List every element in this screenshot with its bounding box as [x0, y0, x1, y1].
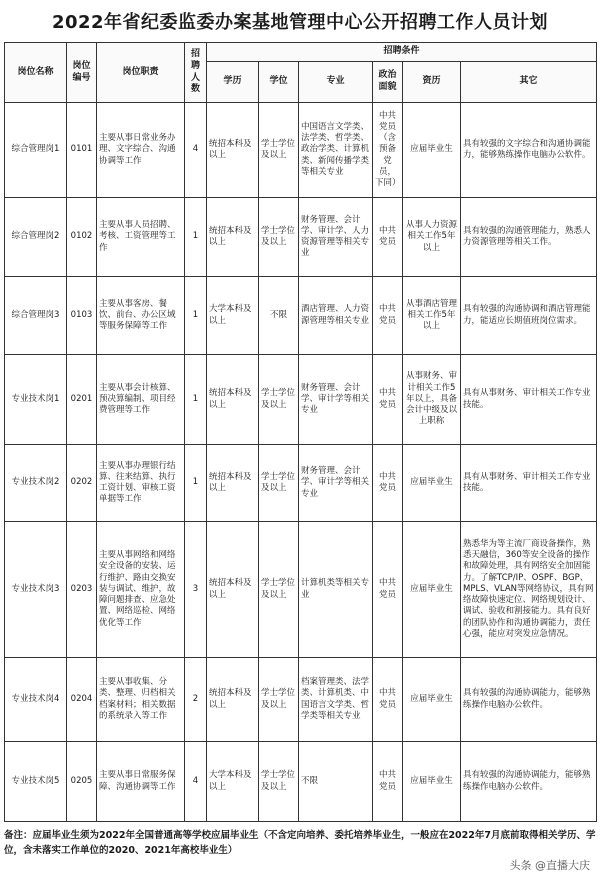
cell-qualification: 应届毕业生 — [403, 103, 461, 198]
cell-political: 中共党员 — [373, 445, 403, 522]
cell-degree: 学士学位及以上 — [259, 445, 299, 522]
cell-count: 1 — [185, 198, 207, 277]
table-row — [5, 445, 597, 522]
cell-name: 综合管理岗2 — [5, 198, 67, 277]
cell-political: 中共党员 — [373, 198, 403, 277]
header-political: 政治面貌 — [373, 62, 403, 103]
header-position-code: 岗位编号 — [67, 43, 97, 103]
cell-count: 1 — [185, 355, 207, 445]
header-major: 专业 — [299, 62, 373, 103]
cell-other: 具有从事财务、审计相关工作专业技能。 — [461, 445, 597, 522]
cell-qualification: 从事酒店管理相关工作5年以上 — [403, 277, 461, 355]
page-title: 2022年省纪委监委办案基地管理中心公开招聘工作人员计划 — [51, 12, 549, 33]
table-row — [5, 198, 597, 277]
table-row — [5, 355, 597, 445]
cell-code: 0103 — [67, 277, 97, 355]
cell-degree: 学士学位及以上 — [259, 522, 299, 658]
cell-education: 大学本科及以上 — [207, 277, 259, 355]
watermark: 头条 @直播大庆 — [509, 859, 590, 872]
header-position-name: 岗位名称 — [5, 43, 67, 103]
cell-political: 中共党员 — [373, 277, 403, 355]
cell-code: 0101 — [67, 103, 97, 198]
cell-qualification: 应届毕业生 — [403, 445, 461, 522]
cell-code: 0102 — [67, 198, 97, 277]
table-row — [5, 277, 597, 355]
table-row — [5, 522, 597, 658]
cell-degree: 学士学位及以上 — [259, 198, 299, 277]
cell-qualification: 应届毕业生 — [403, 658, 461, 742]
cell-count: 2 — [185, 658, 207, 742]
cell-name: 专业技术岗4 — [5, 658, 67, 742]
cell-name: 综合管理岗3 — [5, 277, 67, 355]
cell-qualification: 从事人力资源相关工作5年以上 — [403, 198, 461, 277]
cell-duties: 主要从事收集、分类、整理、归档相关档案材料；相关数据的系统录入等工作 — [97, 658, 185, 742]
cell-education: 大学本科及以上 — [207, 742, 259, 822]
cell-other: 熟悉华为等主流厂商设备操作，熟悉天融信，360等安全设备的操作和故障处理，具有网络安全加固能力。了解TCP/IP、OSPF、BGP、MPLS、VLAN等网络协议，具有网络故障快速定位、网络规划设计、调试、验收和割接能力。具有良好的团队协作和沟通协调能力，责任心强，能应对突发应急情况。 — [461, 522, 597, 658]
cell-duties: 主要从事日常服务保障、沟通协调等工作 — [97, 742, 185, 822]
cell-major: 档案管理类、法学类、计算机类、中国语言文学类、哲学类等相关专业 — [299, 658, 373, 742]
cell-political: 中共党员 — [373, 742, 403, 822]
cell-code: 0202 — [67, 445, 97, 522]
cell-name: 专业技术岗3 — [5, 522, 67, 658]
cell-major: 中国语言文学类、法学类、哲学类、政治学类、计算机类、新闻传播学类等相关专业 — [299, 103, 373, 198]
cell-education: 统招本科及以上 — [207, 355, 259, 445]
cell-count: 1 — [185, 445, 207, 522]
cell-duties: 主要从事客房、餐饮、前台、办公区域等服务保障等工作 — [97, 277, 185, 355]
cell-qualification: 从事财务、审计相关工作5年以上，具备会计中级及以上职称 — [403, 355, 461, 445]
header-headcount: 招聘人数 — [185, 43, 207, 103]
header-qualification: 资历 — [403, 62, 461, 103]
cell-political: 中共党员 — [373, 658, 403, 742]
table-row — [5, 103, 597, 198]
cell-education: 统招本科及以上 — [207, 445, 259, 522]
cell-code: 0203 — [67, 522, 97, 658]
cell-count: 3 — [185, 522, 207, 658]
cell-political: 中共党员 — [373, 355, 403, 445]
header-degree: 学位 — [259, 62, 299, 103]
cell-count: 1 — [185, 277, 207, 355]
cell-code: 0201 — [67, 355, 97, 445]
cell-education: 统招本科及以上 — [207, 198, 259, 277]
cell-major: 财务管理、会计学、审计学等相关专业 — [299, 445, 373, 522]
cell-major: 不限 — [299, 742, 373, 822]
cell-qualification: 应届毕业生 — [403, 522, 461, 658]
cell-major: 财务管理、会计学、审计学等相关专业 — [299, 355, 373, 445]
cell-other: 具有从事财务、审计相关工作专业技能。 — [461, 355, 597, 445]
cell-education: 统招本科及以上 — [207, 522, 259, 658]
cell-name: 专业技术岗2 — [5, 445, 67, 522]
header-conditions: 招聘条件 — [207, 43, 597, 62]
cell-qualification: 应届毕业生 — [403, 742, 461, 822]
cell-major: 酒店管理、人力资源管理等相关专业 — [299, 277, 373, 355]
cell-degree: 学士学位及以上 — [259, 103, 299, 198]
cell-degree: 学士学位及以上 — [259, 658, 299, 742]
cell-duties: 主要从事办理银行结算、往来结算、执行工资计划、审核工资单据等工作 — [97, 445, 185, 522]
cell-count: 4 — [185, 103, 207, 198]
header-other: 其它 — [461, 62, 597, 103]
cell-name: 专业技术岗1 — [5, 355, 67, 445]
cell-degree: 不限 — [259, 277, 299, 355]
cell-major: 财务管理、会计学、审计学、人力资源管理等相关专业 — [299, 198, 373, 277]
cell-name: 专业技术岗5 — [5, 742, 67, 822]
cell-duties: 主要从事日常业务办理、文字综合、沟通协调等工作 — [97, 103, 185, 198]
cell-other: 具有较强的沟通协调和酒店管理能力，能适应长期值班岗位需求。 — [461, 277, 597, 355]
cell-other: 具有较强的文字综合和沟通协调能力，能够熟练操作电脑办公软件。 — [461, 103, 597, 198]
cell-code: 0204 — [67, 658, 97, 742]
header-education: 学历 — [207, 62, 259, 103]
recruitment-plan-table — [4, 42, 597, 822]
footnote: 备注：应届毕业生须为2022年全国普通高等学校应届毕业生（不含定向培养、委托培养毕业生，一般应在2022年7月底前取得相关学历、学位，含未落实工作单位的2020、2021年高校毕业生） — [4, 830, 596, 856]
cell-major: 计算机类等相关专业 — [299, 522, 373, 658]
table-row — [5, 658, 597, 742]
cell-political: 中共党员 — [373, 522, 403, 658]
cell-other: 具有较强的沟通协调能力，能够熟练操作电脑办公软件。 — [461, 742, 597, 822]
cell-degree: 学士学位及以上 — [259, 355, 299, 445]
cell-code: 0205 — [67, 742, 97, 822]
cell-duties: 主要从事会计核算、预决算编制、项目经费管理等工作 — [97, 355, 185, 445]
cell-other: 具有较强的沟通协调能力，能够熟练操作电脑办公软件。 — [461, 658, 597, 742]
cell-education: 统招本科及以上 — [207, 658, 259, 742]
table-row — [5, 742, 597, 822]
cell-other: 具有较强的沟通管理能力，熟悉人力资源管理等相关工作。 — [461, 198, 597, 277]
cell-duties: 主要从事网络和网络安全设备的安装、运行维护、路由交换安装与调试、维护，故障问题排查、应急处置、网络巡检、网络优化等工作 — [97, 522, 185, 658]
cell-duties: 主要从事人员招聘、考核、工资管理等工作 — [97, 198, 185, 277]
cell-count: 4 — [185, 742, 207, 822]
cell-political: 中共党员（含预备党员，下同） — [373, 103, 403, 198]
header-duties: 岗位职责 — [97, 43, 185, 103]
cell-name: 综合管理岗1 — [5, 103, 67, 198]
cell-degree: 学士学位及以上 — [259, 742, 299, 822]
cell-education: 统招本科及以上 — [207, 103, 259, 198]
